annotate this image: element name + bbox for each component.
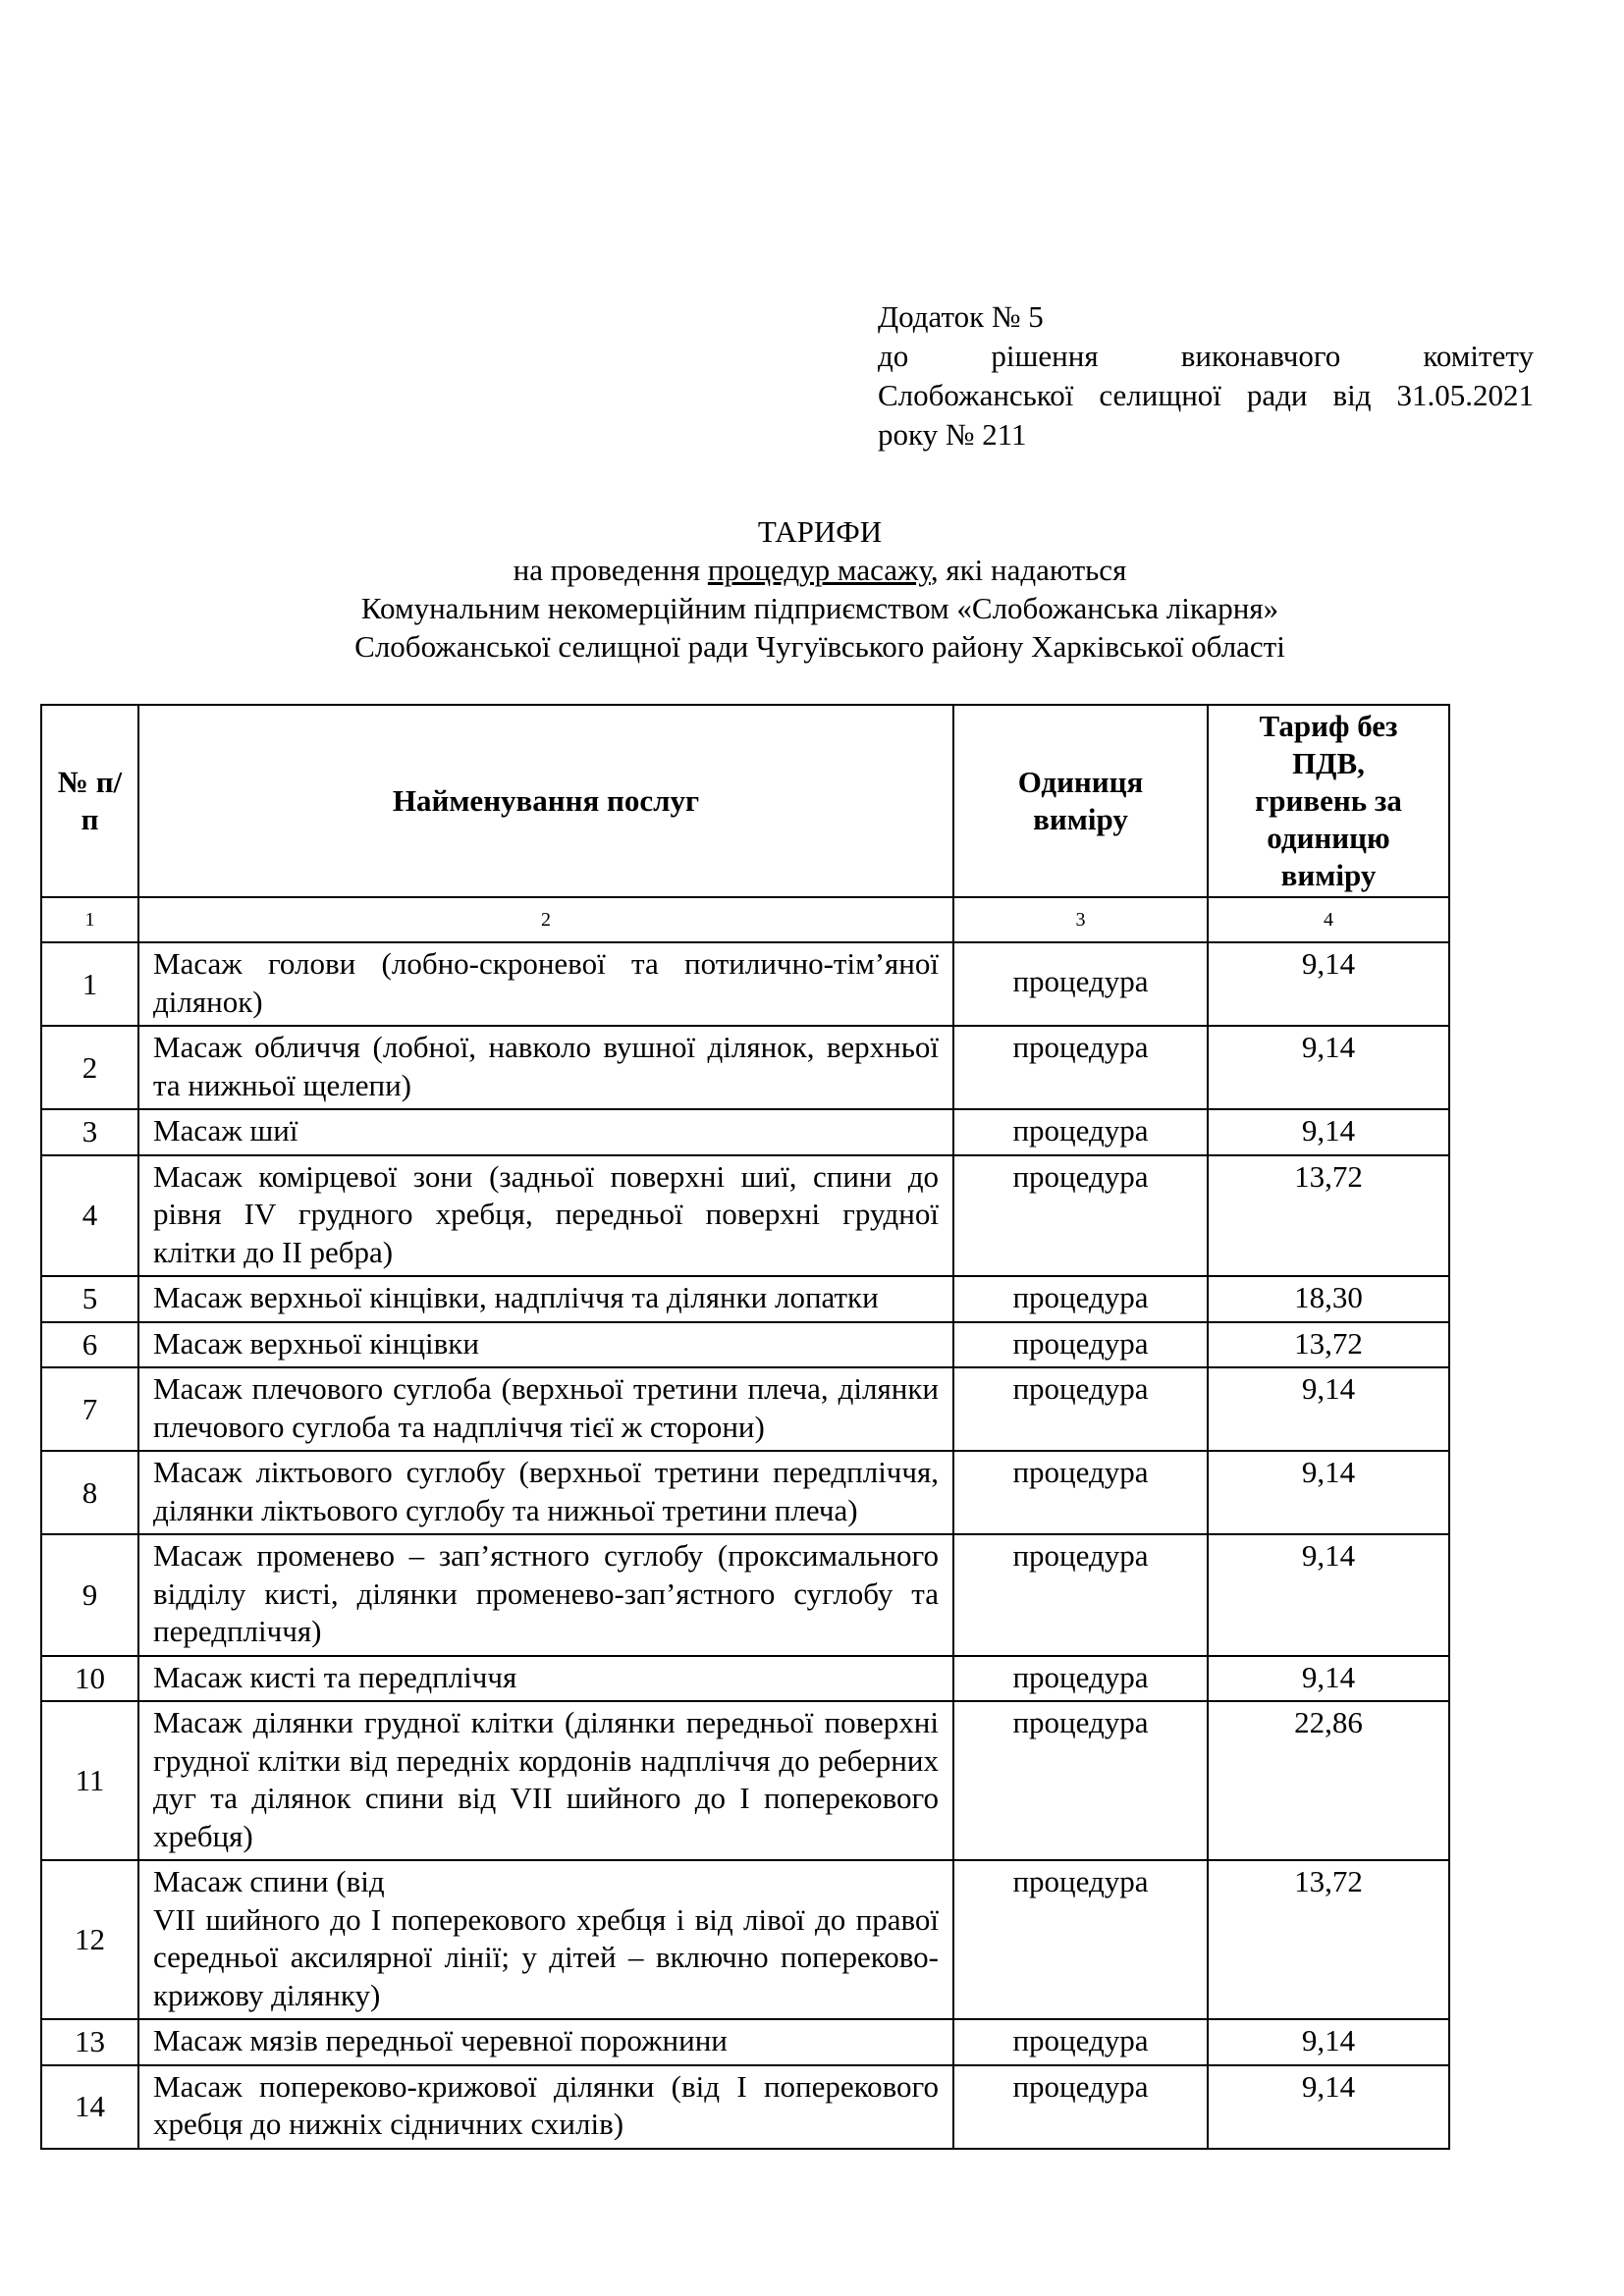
table-row: [41, 1701, 1449, 1860]
row-unit: процедура: [953, 1860, 1208, 2019]
row-price: 13,72: [1208, 1155, 1449, 1277]
row-number: 9: [41, 1534, 138, 1656]
row-price: 9,14: [1208, 2065, 1449, 2149]
row-service-name: Масаж обличчя (лобної, навколо вушної ділянок, верхньої та нижньої щелепи): [138, 1026, 953, 1109]
row-service-name: Масаж плечового суглоба (верхньої третини плеча, ділянки плечового суглоба та надпліччя тієї ж сторони): [138, 1367, 953, 1451]
table-header-row: [41, 705, 1449, 897]
row-unit: процедура: [953, 2019, 1208, 2065]
table-row: [41, 1026, 1449, 1109]
row-price: 9,14: [1208, 942, 1449, 1026]
column-number: 3: [953, 897, 1208, 942]
table-row: [41, 1276, 1449, 1322]
row-unit: процедура: [953, 1276, 1208, 1322]
row-unit: процедура: [953, 1155, 1208, 1277]
row-service-name: Масаж мязів передньої черевної порожнини: [138, 2019, 953, 2065]
subtitle-underlined: процедур масажу: [707, 553, 931, 587]
table-row: [41, 2065, 1449, 2149]
heading-subtitle: [39, 551, 1600, 589]
row-unit: процедура: [953, 942, 1208, 1026]
heading-council: Слобожанської селищної ради Чугуївського району Харківської області: [354, 629, 1285, 664]
row-service-name: Масаж верхньої кінцівки, надпліччя та ділянки лопатки: [138, 1276, 953, 1322]
row-number: 10: [41, 1656, 138, 1702]
row-unit: процедура: [953, 1109, 1208, 1155]
tariffs-table: [40, 704, 1450, 2150]
row-number: 1: [41, 942, 138, 1026]
column-number: 1: [41, 897, 138, 942]
table-row: [41, 1451, 1449, 1534]
row-unit: процедура: [953, 1534, 1208, 1656]
row-number: 13: [41, 2019, 138, 2065]
appendix-decision-number: року № 211: [878, 417, 1027, 452]
row-service-name-line2: VII шийного до I поперекового хребця і від лівої до правої середньої аксилярної лінії; у дітей – включно попереково-крижову ділянку): [153, 1901, 939, 2012]
row-service-name: Масаж комірцевої зони (задньої поверхні шиї, спини до рівня IV грудного хребця, передньої поверхні грудної клітки до II ребра): [138, 1155, 953, 1277]
row-number: 12: [41, 1860, 138, 2019]
row-unit: процедура: [953, 1367, 1208, 1451]
row-service-name: Масаж ділянки грудної клітки (ділянки передньої поверхні грудної клітки від передніх кордонів надпліччя до реберних дуг та ділянок спини від VII шийного до I поперекового хребця): [138, 1701, 953, 1860]
row-price: 13,72: [1208, 1860, 1449, 2019]
row-number: 7: [41, 1367, 138, 1451]
column-number: 2: [138, 897, 953, 942]
table-row: [41, 1155, 1449, 1277]
row-service-name: Масаж променево – зап’ястного суглобу (проксимального відділу кисті, ділянки променево-зап’ястного суглобу та передпліччя): [138, 1534, 953, 1656]
subtitle-after: , які надаються: [930, 553, 1127, 587]
row-number: 8: [41, 1451, 138, 1534]
heading-organization: Комунальним некомерційним підприємством «Слобожанська лікарня»: [360, 591, 1279, 625]
table-row: [41, 1322, 1449, 1368]
row-number: 11: [41, 1701, 138, 1860]
row-number: 2: [41, 1026, 138, 1109]
table-row: [41, 942, 1449, 1026]
table-row: [41, 2019, 1449, 2065]
row-price: 9,14: [1208, 1656, 1449, 1702]
row-price: 9,14: [1208, 1109, 1449, 1155]
row-price: 9,14: [1208, 1367, 1449, 1451]
column-number-row: [41, 897, 1449, 942]
row-unit: процедура: [953, 1701, 1208, 1860]
appendix-decision: до рішення виконавчого комітету: [878, 339, 1534, 373]
header-unit: Одиниця виміру: [953, 705, 1208, 897]
appendix-block: [878, 297, 1534, 454]
row-service-name: Масаж голови (лобно-скроневої та потилично-тім’яної ділянок): [138, 942, 953, 1026]
row-service-name: Масаж попереково-крижової ділянки (від I поперекового хребця до нижніх сідничних схилів): [138, 2065, 953, 2149]
appendix-council-date: Слобожанської селищної ради від 31.05.2021: [878, 378, 1534, 412]
row-unit: процедура: [953, 1451, 1208, 1534]
row-number: 3: [41, 1109, 138, 1155]
row-service-name: [138, 1860, 953, 2019]
document-title: ТАРИФИ: [757, 514, 883, 549]
row-number: 6: [41, 1322, 138, 1368]
row-price: 9,14: [1208, 1026, 1449, 1109]
table-row: [41, 1656, 1449, 1702]
row-service-name: Масаж верхньої кінцівки: [138, 1322, 953, 1368]
row-unit: процедура: [953, 1026, 1208, 1109]
header-num: № п/п: [41, 705, 138, 897]
row-service-name: Масаж ліктьового суглобу (верхньої третини передпліччя, ділянки ліктьового суглобу та нижньої третини плеча): [138, 1451, 953, 1534]
header-name: Найменування послуг: [138, 705, 953, 897]
row-price: 22,86: [1208, 1701, 1449, 1860]
column-number: 4: [1208, 897, 1449, 942]
row-number: 14: [41, 2065, 138, 2149]
row-price: 9,14: [1208, 1534, 1449, 1656]
row-service-name-line1: Масаж спини (від: [153, 1864, 385, 1898]
row-service-name: Масаж шиї: [138, 1109, 953, 1155]
row-price: 9,14: [1208, 2019, 1449, 2065]
document-heading: [39, 512, 1600, 666]
row-price: 9,14: [1208, 1451, 1449, 1534]
table-row: [41, 1109, 1449, 1155]
header-price: Тариф без ПДВ, гривень за одиницю виміру: [1208, 705, 1449, 897]
table-row: [41, 1534, 1449, 1656]
row-unit: процедура: [953, 2065, 1208, 2149]
row-service-name: Масаж кисті та передпліччя: [138, 1656, 953, 1702]
row-price: 13,72: [1208, 1322, 1449, 1368]
row-unit: процедура: [953, 1322, 1208, 1368]
subtitle-before: на проведення: [513, 553, 708, 587]
row-number: 5: [41, 1276, 138, 1322]
row-number: 4: [41, 1155, 138, 1277]
row-unit: процедура: [953, 1656, 1208, 1702]
table-row: [41, 1367, 1449, 1451]
row-price: 18,30: [1208, 1276, 1449, 1322]
appendix-number: Додаток № 5: [878, 299, 1044, 334]
table-row: [41, 1860, 1449, 2019]
